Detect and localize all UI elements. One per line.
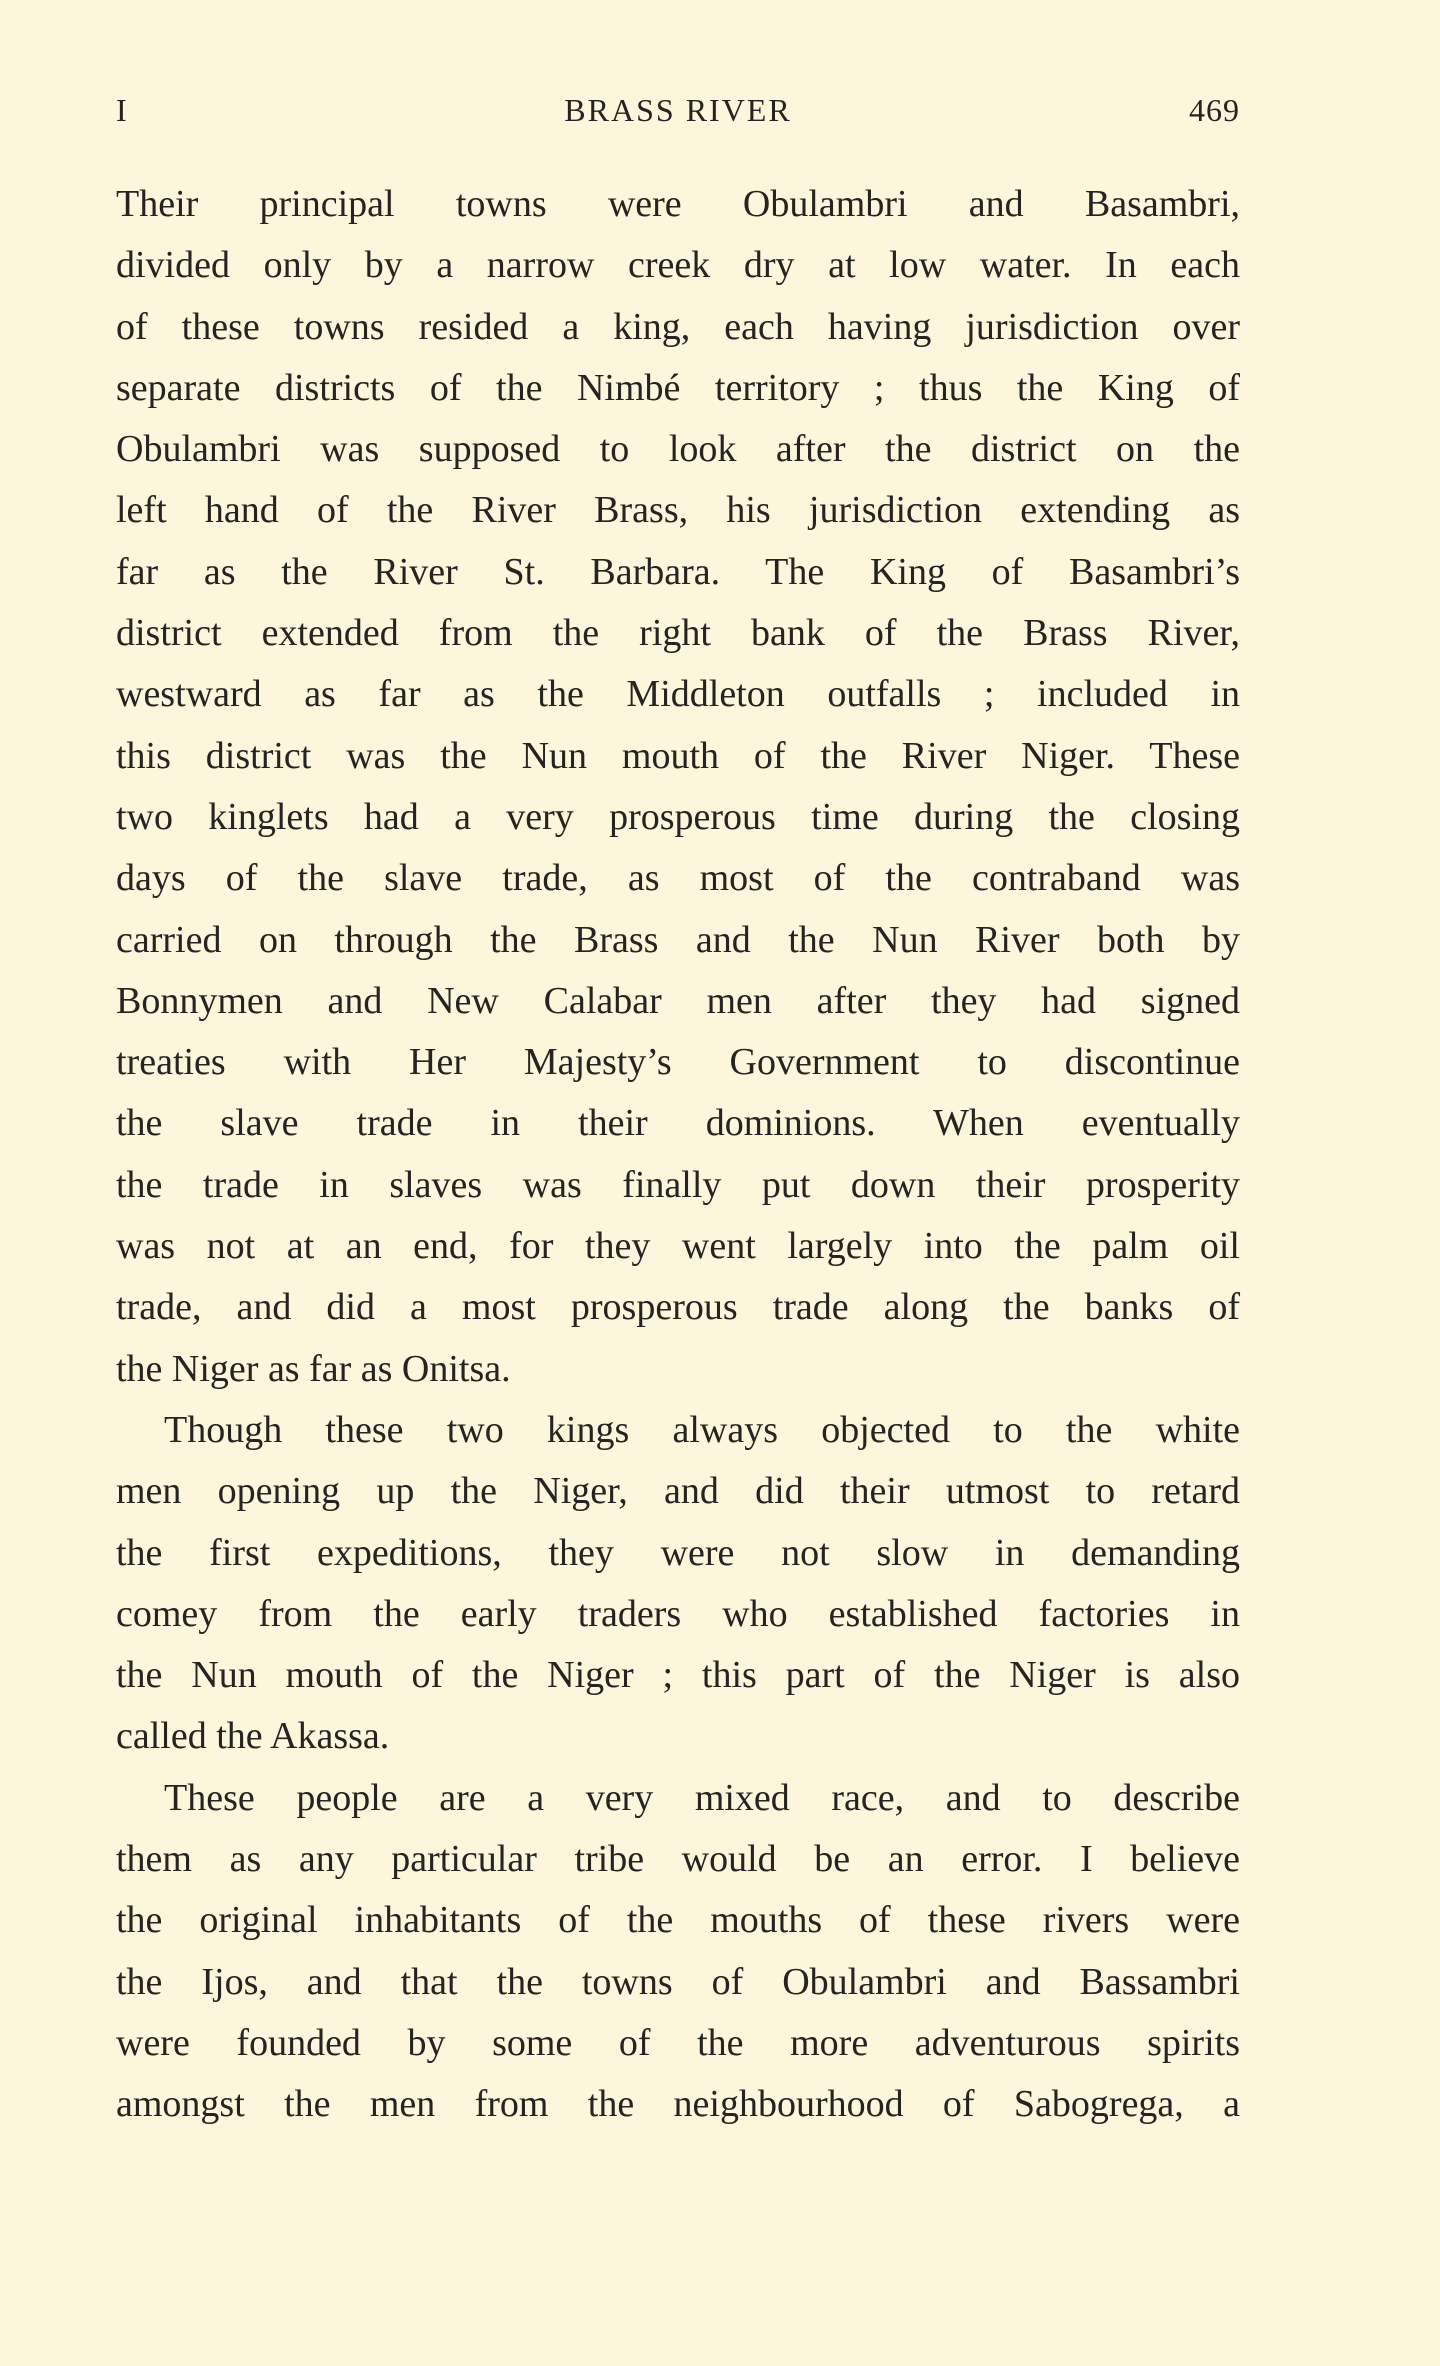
- running-head: [116, 92, 1240, 142]
- text-line: the Niger as far as Onitsa.: [116, 1347, 511, 1390]
- text-line: were founded by some of the more adventurous spirits: [116, 2021, 1240, 2064]
- text-line: district extended from the right bank of the Brass River,: [116, 612, 1240, 655]
- text-line: amongst the men from the neighbourhood of Sabogrega, a: [116, 2083, 1240, 2126]
- text-line: divided only by a narrow creek dry at low water. In each: [116, 244, 1240, 287]
- text-line: far as the River St. Barbara. The King of Basambri’s: [116, 550, 1240, 593]
- text-line: the Ijos, and that the towns of Obulambri and Bassambri: [116, 1960, 1240, 2003]
- body-text: [116, 174, 1240, 2136]
- signature-mark: I: [116, 92, 128, 128]
- text-line: the slave trade in their dominions. When eventually: [116, 1102, 1240, 1145]
- text-line: called the Akassa.: [116, 1715, 390, 1758]
- text-line: treaties with Her Majesty’s Government to discontinue: [116, 1041, 1240, 1084]
- running-title: BRASS RIVER: [564, 92, 792, 128]
- text-line: men opening up the Niger, and did their utmost to retard: [116, 1470, 1240, 1513]
- text-line: Obulambri was supposed to look after the district on the: [116, 428, 1240, 471]
- text-line: two kinglets had a very prosperous time during the closing: [116, 795, 1240, 838]
- text-line: Bonnymen and New Calabar men after they had signed: [116, 979, 1240, 1022]
- text-line: the Nun mouth of the Niger ; this part of the Niger is also: [116, 1654, 1240, 1697]
- text-line: the first expeditions, they were not slow in demanding: [116, 1531, 1240, 1574]
- text-line: Their principal towns were Obulambri and Basambri,: [116, 183, 1240, 225]
- text-line: comey from the early traders who established factories in: [116, 1592, 1240, 1635]
- text-line: the original inhabitants of the mouths of these rivers were: [116, 1899, 1240, 1942]
- text-line: left hand of the River Brass, his jurisdiction extending as: [116, 489, 1240, 532]
- text-line: the trade in slaves was finally put down their prosperity: [116, 1163, 1240, 1206]
- text-line: These people are a very mixed race, and to describe: [164, 1776, 1240, 1819]
- text-line: days of the slave trade, as most of the contraband was: [116, 857, 1240, 900]
- text-line: westward as far as the Middleton outfalls ; included in: [116, 673, 1240, 716]
- text-line: them as any particular tribe would be an error. I believe: [116, 1838, 1240, 1881]
- text-line: carried on through the Brass and the Nun River both by: [116, 918, 1240, 961]
- page-number: 469: [1189, 92, 1240, 128]
- text-line: of these towns resided a king, each having jurisdiction over: [116, 305, 1240, 348]
- text-line: Though these two kings always objected to the white: [164, 1408, 1240, 1451]
- text-line: was not at an end, for they went largely into the palm oil: [116, 1225, 1240, 1268]
- text-line: this district was the Nun mouth of the River Niger. These: [116, 734, 1240, 777]
- text-line: trade, and did a most prosperous trade along the banks of: [116, 1286, 1240, 1329]
- text-line: separate districts of the Nimbé territory ; thus the King of: [116, 366, 1240, 409]
